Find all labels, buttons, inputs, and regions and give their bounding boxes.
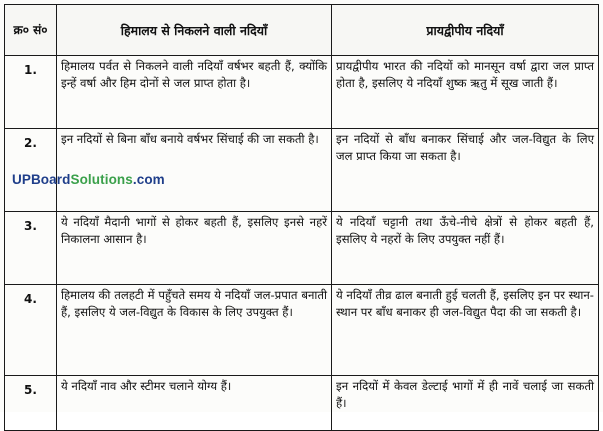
header-serial: क्र० सं०	[5, 5, 57, 56]
table-row	[5, 129, 599, 212]
row-number: 3.	[5, 212, 57, 285]
peninsular-cell: इन नदियों में केवल डेल्टाई भागों में ही नावें चलाई जा सकती हैं।	[332, 376, 599, 431]
watermark-part-domain: .com	[132, 172, 165, 187]
header-peninsular-rivers: प्रायद्वीपीय नदियाँ	[332, 5, 599, 56]
peninsular-cell: ये नदियाँ तीव्र ढाल बनाती हुई चलती हैं, इसलिए इन पर स्थान-स्थान पर बाँध बनाकर ही जल-विद्युत पैदा की जा सकती है।	[332, 285, 599, 376]
row-number: 2.	[5, 129, 57, 212]
himalayan-cell: इन नदियों से बिना बाँध बनाये वर्षभर सिंचाई की जा सकती है।	[57, 129, 332, 212]
header-himalayan-rivers: हिमालय से निकलने वाली नदियाँ	[57, 5, 332, 56]
himalayan-cell: हिमालय की तलहटी में पहुँचते समय ये नदियाँ जल-प्रपात बनाती हैं, इसलिए ये जल-विद्युत के विकास के लिए उपयुक्त हैं।	[57, 285, 332, 376]
table-row	[5, 376, 599, 431]
himalayan-cell: हिमालय पर्वत से निकलने वाली नदियाँ वर्षभर बहती हैं, क्योंकि इन्हें वर्षा और हिम दोनों से जल प्राप्त होता है।	[57, 56, 332, 129]
himalayan-cell: ये नदियाँ मैदानी भागों से होकर बहती हैं, इसलिए इनसे नहरें निकालना आसान है।	[57, 212, 332, 285]
table-row	[5, 285, 599, 376]
watermark-part-upboard: UPBoard	[12, 172, 71, 187]
peninsular-cell: इन नदियों से बाँध बनाकर सिंचाई और जल-विद्युत के लिए जल प्राप्त किया जा सकता है।	[332, 129, 599, 212]
row-number: 5.	[5, 376, 57, 431]
peninsular-cell: प्रायद्वीपीय भारत की नदियों को मानसून वर्षा द्वारा जल प्राप्त होता है, इसलिए ये नदियाँ शुष्क ऋतु में सूख जाती हैं।	[332, 56, 599, 129]
peninsular-cell: ये नदियाँ चट्टानी तथा ऊँचे-नीचे क्षेत्रों से होकर बहती हैं, इसलिए ये नहरों के लिए उपयुक्त नहीं हैं।	[332, 212, 599, 285]
site-watermark	[12, 172, 165, 187]
row-number: 4.	[5, 285, 57, 376]
row-number: 1.	[5, 56, 57, 129]
table-row	[5, 212, 599, 285]
table-row	[5, 56, 599, 129]
header-row	[5, 5, 599, 56]
watermark-part-solutions: Solutions	[70, 172, 133, 187]
himalayan-cell: ये नदियाँ नाव और स्टीमर चलाने योग्य हैं।	[57, 376, 332, 431]
comparison-table	[4, 4, 599, 431]
